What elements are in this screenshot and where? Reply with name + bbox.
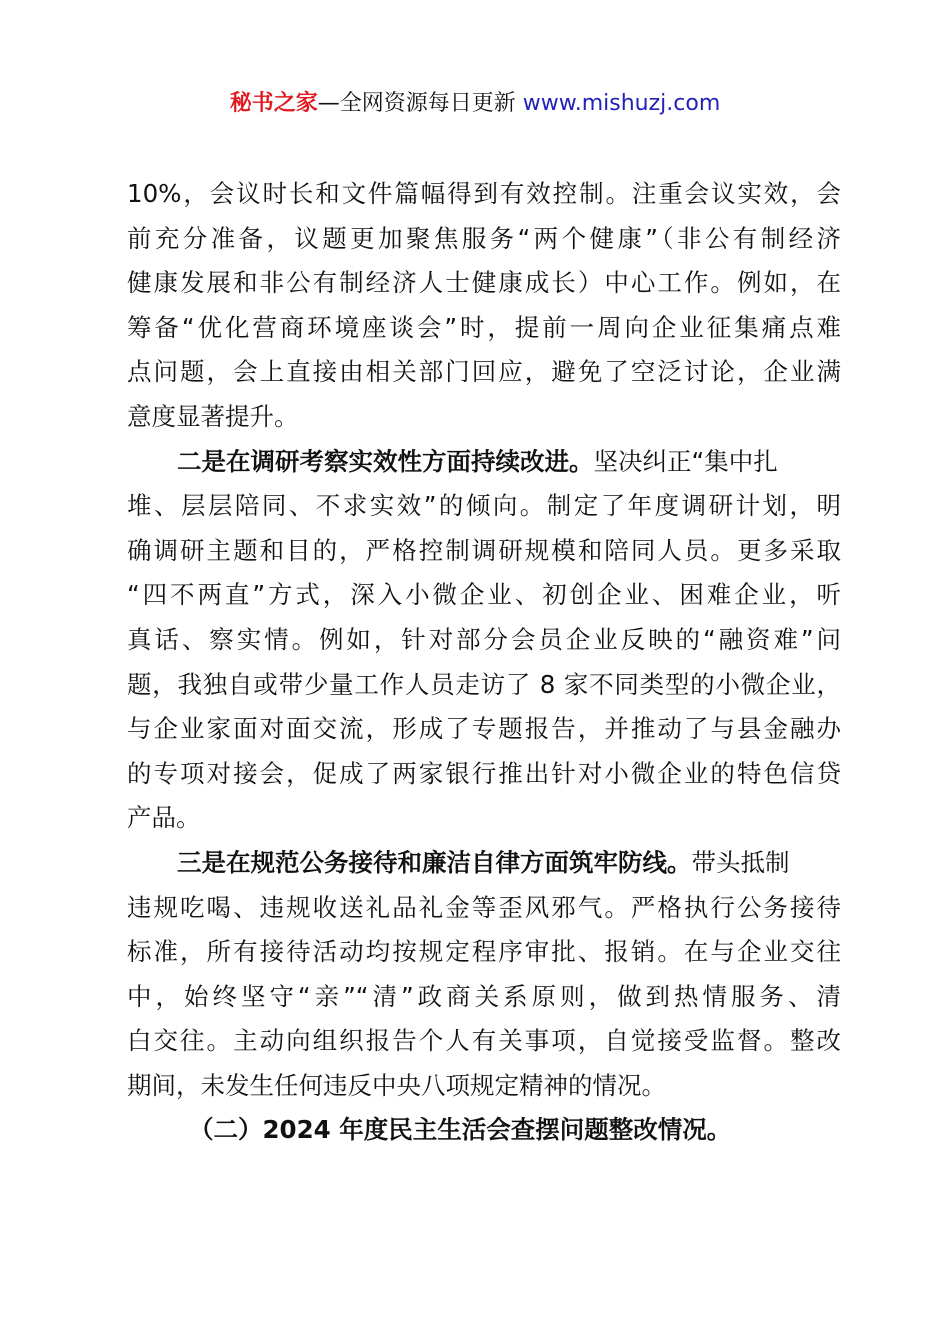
text-line: 产品。	[127, 803, 201, 833]
section-subheading: （二）2024 年度民主生活会查摆问题整改情况。	[189, 1115, 732, 1145]
text-line: 标准，所有接待活动均按规定程序审批、报销。在与企业交往	[127, 937, 841, 967]
text-line: 前充分准备，议题更加聚焦服务“两个健康”（非公有制经济	[127, 223, 841, 253]
text-line: 点问题，会上直接由相关部门回应，避免了空泛讨论，企业满	[127, 357, 841, 387]
text-line: 中，始终坚守“亲”“清”政商关系原则，做到热情服务、清	[127, 981, 841, 1011]
text-line: 的专项对接会，促成了两家银行推出针对小微企业的特色信贷	[127, 758, 841, 788]
text-line: 健康发展和非公有制经济人士健康成长）中心工作。例如，在	[127, 268, 841, 298]
text-line: 题，我独自或带少量工作人员走访了 8 家不同类型的小微企业，	[127, 669, 841, 699]
text-line: 意度显著提升。	[127, 401, 299, 431]
paragraph-lead-heading: 三是在规范公务接待和廉洁自律方面筑牢防线。	[177, 847, 692, 877]
text-line: 10%，会议时长和文件篇幅得到有效控制。注重会议实效，会	[127, 179, 841, 208]
site-watermark-header	[0, 86, 950, 122]
site-url: www.mishuzj.com	[522, 91, 721, 116]
text-line: “四不两直”方式，深入小微企业、初创企业、困难企业，听	[127, 580, 841, 610]
text-line: 违规吃喝、违规收送礼品礼金等歪风邪气。严格执行公务接待	[127, 892, 841, 922]
text-line: 筹备“优化营商环境座谈会”时，提前一周向企业征集痛点难	[127, 312, 841, 342]
text-line: 期间，未发生任何违反中央八项规定精神的情况。	[127, 1070, 666, 1100]
paragraph-text: 带头抵制	[691, 847, 790, 877]
header-tagline: —全网资源每日更新	[317, 91, 523, 116]
text-line: 堆、层层陪同、不求实效”的倾向。制定了年度调研计划，明	[127, 491, 841, 521]
text-line: 白交往。主动向组织报告个人有关事项，自觉接受监督。整改	[127, 1026, 841, 1056]
document-body	[127, 172, 841, 1153]
text-line: 真话、察实情。例如，针对部分会员企业反映的“融资难”问	[127, 624, 841, 654]
text-line: 确调研主题和目的，严格控制调研规模和陪同人员。更多采取	[127, 535, 841, 565]
text-line: 与企业家面对面交流，形成了专题报告，并推动了与县金融办	[127, 714, 841, 744]
brand-name: 秘书之家	[229, 91, 318, 116]
paragraph-first-line	[127, 440, 841, 485]
paragraph-first-line	[127, 841, 841, 886]
paragraph-lead-heading: 二是在调研考察实效性方面持续改进。	[177, 446, 594, 476]
paragraph-text: 坚决纠正“集中扎	[593, 446, 778, 476]
